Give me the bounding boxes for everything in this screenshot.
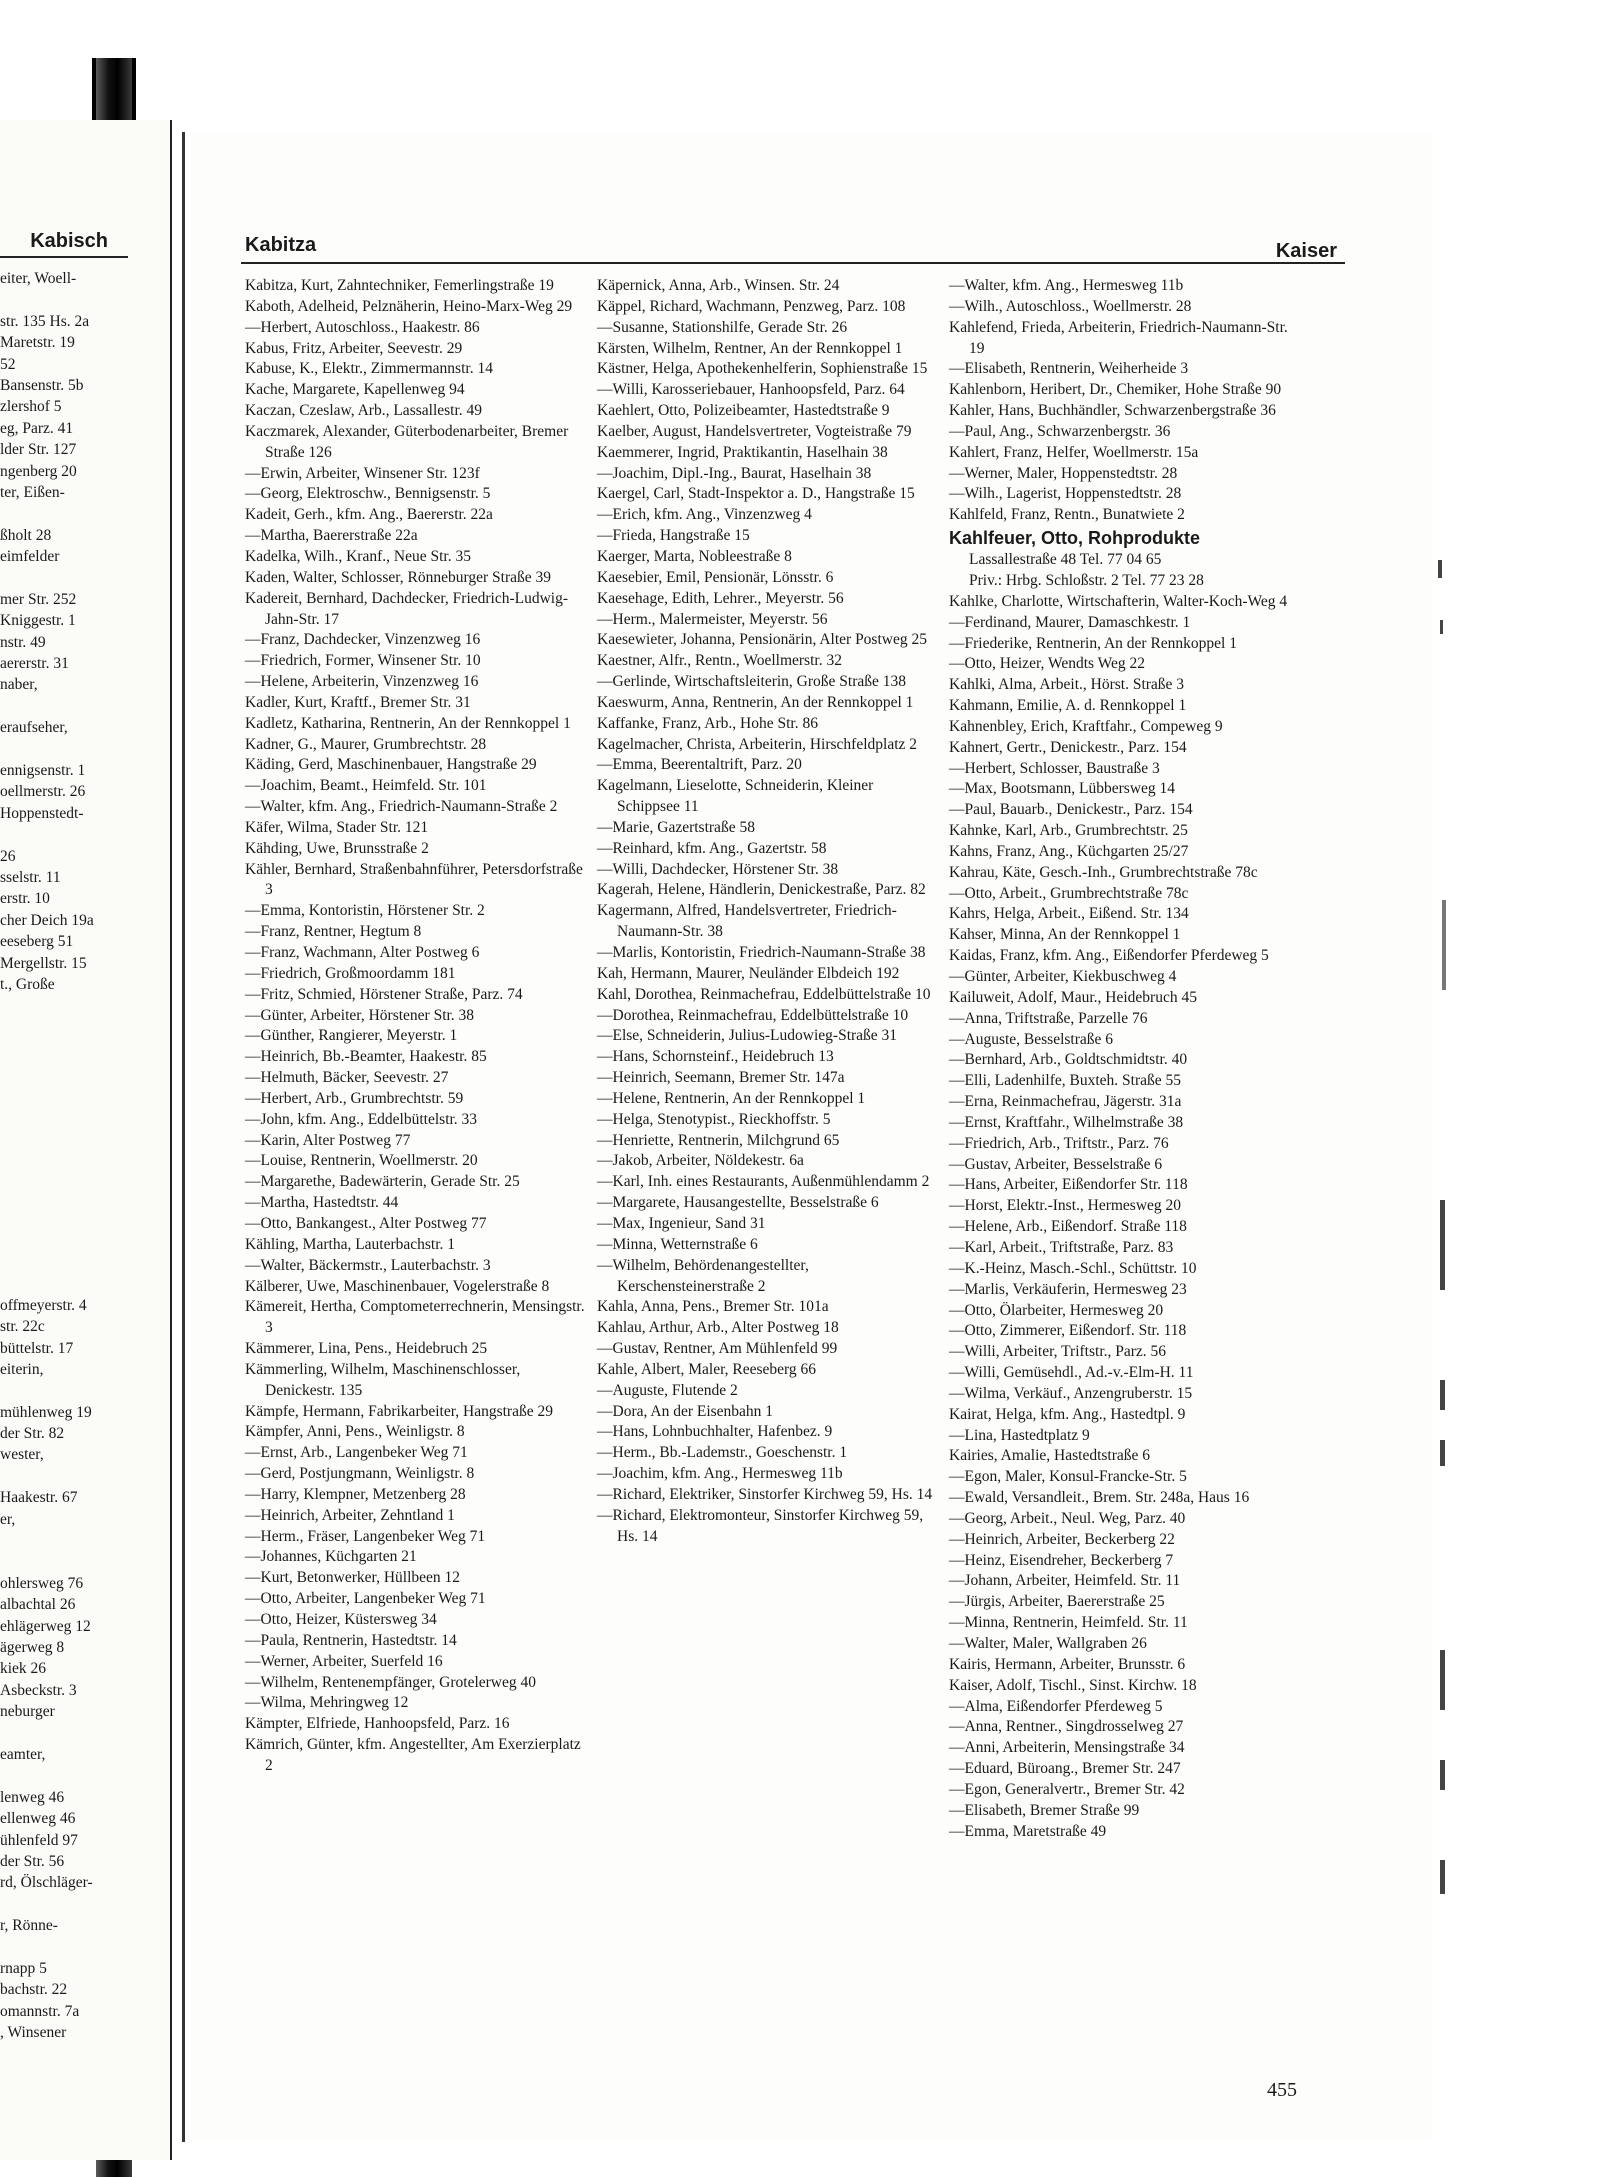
directory-entry: —Günther, Rangierer, Meyerstr. 1 — [245, 1027, 458, 1045]
directory-entry: —Martha, Baererstraße 22a — [245, 527, 418, 545]
directory-entry: —Herm., Fräser, Langenbeker Weg 71 — [245, 1527, 486, 1545]
directory-entry: —Max, Ingenieur, Sand 31 — [597, 1214, 766, 1232]
directory-entry: —John, kfm. Ang., Eddelbüttelstr. 33 — [245, 1110, 478, 1128]
left-page-line: ter, Eißen- — [0, 483, 65, 501]
directory-entry: —Hans, Schornsteinf., Heidebruch 13 — [597, 1048, 834, 1066]
directory-entry: Käfer, Wilma, Stader Str. 121 — [245, 818, 429, 836]
left-page-line: rd, Ölschläger- — [0, 1874, 93, 1892]
left-page-line: der Str. 56 — [0, 1852, 65, 1870]
left-page-line: t., Große — [0, 975, 55, 993]
directory-entry: —Fritz, Schmied, Hörstener Straße, Parz. 74 — [245, 985, 523, 1003]
directory-entry: —Herbert, Autoschloss., Haakestr. 86 — [245, 318, 480, 336]
directory-entry: —Werner, Maler, Hoppenstedtstr. 28 — [949, 464, 1178, 482]
directory-entry: Kagelmann, Lieselotte, Schneiderin, Kleiner Schippsee 11 — [597, 777, 874, 816]
directory-entry: Kaestner, Alfr., Rentn., Woellmerstr. 32 — [597, 652, 842, 670]
directory-entry: —Walter, Maler, Wallgraben 26 — [949, 1635, 1147, 1652]
left-page-text — [0, 268, 170, 2043]
directory-entry: Kämereit, Hertha, Comptometerrechnerin, Mensingstr. 3 — [245, 1298, 585, 1337]
directory-entry: —Erich, kfm. Ang., Vinzenzweg 4 — [597, 506, 812, 524]
running-head-left: Kabitza — [245, 234, 317, 256]
running-head-right: Kaiser — [1275, 240, 1337, 262]
directory-entry: —Karl, Inh. eines Restaurants, Außenmühlendamm 2 — [597, 1173, 930, 1191]
left-page-line: omannstr. 7a — [0, 2002, 80, 2020]
directory-entry: —Lina, Hastedtplatz 9 — [949, 1426, 1090, 1444]
directory-entry: Kahrau, Käte, Gesch.-Inh., Grumbrechtstraße 78c — [949, 863, 1258, 881]
left-page-line: nstr. 49 — [0, 633, 46, 651]
directory-entry: Kahlfeld, Franz, Rentn., Bunatwiete 2 — [949, 506, 1185, 524]
left-page-line: ellenweg 46 — [0, 1810, 76, 1828]
left-page-line: eimfelder — [0, 548, 60, 566]
directory-entry: —Otto, Heizer, Küstersweg 34 — [245, 1611, 437, 1628]
left-page-line: mer Str. 252 — [0, 590, 77, 608]
directory-entry: Kaergel, Carl, Stadt-Inspektor a. D., Hangstraße 15 — [597, 485, 915, 503]
directory-entry: —Gustav, Rentner, Am Mühlenfeld 99 — [597, 1340, 838, 1358]
directory-entry: Kälberer, Uwe, Maschinenbauer, Vogelerstraße 8 — [245, 1277, 550, 1295]
directory-entry: —Willi, Dachdecker, Hörstener Str. 38 — [597, 860, 839, 878]
directory-entry: —Karl, Arbeit., Triftstraße, Parz. 83 — [949, 1238, 1174, 1256]
directory-entry: Kämpter, Elfriede, Hanhoopsfeld, Parz. 16 — [245, 1715, 510, 1733]
directory-entry: Kästner, Helga, Apothekenhelferin, Sophienstraße 15 — [597, 360, 928, 378]
directory-entry: Kache, Margarete, Kapellenweg 94 — [245, 381, 465, 399]
directory-entry: Kahnert, Gertr., Denickestr., Parz. 154 — [949, 738, 1187, 756]
left-page-line: ühlenfeld 97 — [0, 1831, 78, 1849]
left-page-line: eeseberg 51 — [0, 933, 74, 951]
left-page-line — [0, 1231, 170, 1252]
directory-entry: —Franz, Wachmann, Alter Postweg 6 — [245, 944, 480, 961]
directory-entry: —Ernst, Arb., Langenbeker Weg 71 — [245, 1444, 468, 1462]
directory-entry: —Frieda, Hangstraße 15 — [597, 527, 750, 545]
left-page-line: Asbeckstr. 3 — [0, 1681, 77, 1699]
left-page-line: kiek 26 — [0, 1660, 47, 1678]
left-page-header: Kabisch — [30, 230, 108, 252]
directory-entry: —Harry, Klempner, Metzenberg 28 — [245, 1485, 466, 1503]
directory-entry: Käppel, Richard, Wachmann, Penzweg, Parz. 108 — [597, 297, 906, 315]
left-page-line: rnapp 5 — [0, 1959, 47, 1977]
left-page-line: eamter, — [0, 1745, 46, 1763]
left-page-line: eraufseher, — [0, 719, 68, 737]
left-page-line: ohlersweg 76 — [0, 1574, 84, 1592]
directory-entry: Kaidas, Franz, kfm. Ang., Eißendorfer Pferdeweg 5 — [949, 947, 1269, 965]
directory-entry: Kairis, Hermann, Arbeiter, Brunsstr. 6 — [949, 1655, 1186, 1673]
directory-entry: Kaczan, Czeslaw, Arb., Lassallestr. 49 — [245, 402, 483, 420]
directory-entry: Kadelka, Wilh., Kranf., Neue Str. 35 — [245, 547, 471, 565]
directory-entry: Kaeswurm, Anna, Rentnerin, An der Rennkoppel 1 — [597, 693, 914, 711]
directory-entry: Kahlefend, Frieda, Arbeiterin, Friedrich-Naumann-Str. 19 — [949, 318, 1288, 357]
directory-entry: —Susanne, Stationshilfe, Gerade Str. 26 — [597, 318, 848, 336]
directory-column-2 — [597, 276, 937, 1547]
left-page-line: str. 135 Hs. 2a — [0, 312, 90, 330]
directory-entry: —Jürgis, Arbeiter, Baererstraße 25 — [949, 1593, 1165, 1611]
business-phone-line-2: Priv.: Hrbg. Schloßstr. 2 Tel. 77 23 28 — [969, 571, 1204, 589]
left-page — [0, 120, 172, 2160]
directory-entry: Kähler, Bernhard, Straßenbahnführer, Petersdorfstraße 3 — [245, 860, 583, 899]
left-page-line: 52 — [0, 355, 16, 373]
directory-entry: —Wilhelm, Behördenangestellter, Kerschensteinerstraße 2 — [597, 1256, 809, 1295]
directory-entry: Kah, Hermann, Maurer, Neuländer Elbdeich 192 — [597, 964, 900, 982]
directory-entry: —Otto, Zimmerer, Eißendorf. Str. 118 — [949, 1322, 1187, 1340]
directory-entry: —Karin, Alter Postweg 77 — [245, 1131, 411, 1149]
directory-entry: —Bernhard, Arb., Goldtschmidtstr. 40 — [949, 1051, 1188, 1069]
directory-entry: —Günter, Arbeiter, Kiekbuschweg 4 — [949, 968, 1177, 985]
left-page-line — [0, 995, 170, 1016]
directory-entry: —Anni, Arbeiterin, Mensingstraße 34 — [949, 1739, 1185, 1757]
left-page-line: , Winsener — [0, 2024, 67, 2042]
left-page-line — [0, 824, 170, 845]
directory-entry: —Willi, Gemüsehdl., Ad.-v.-Elm-H. 11 — [949, 1364, 1194, 1382]
directory-entry: Kähding, Uwe, Brunsstraße 2 — [245, 839, 429, 857]
directory-entry: —Heinrich, Seemann, Bremer Str. 147a — [597, 1069, 845, 1087]
directory-entry: Kadler, Kurt, Kraftf., Bremer Str. 31 — [245, 693, 471, 711]
column-3-entries-b — [949, 592, 1299, 1843]
directory-entry: —Otto, Bankangest., Alter Postweg 77 — [245, 1214, 487, 1232]
directory-entry: —Friedrich, Großmoordamm 181 — [245, 964, 456, 982]
directory-entry: Kahl, Dorothea, Reinmachefrau, Eddelbüttelstraße 10 — [597, 985, 931, 1003]
directory-entry: —Horst, Elektr.-Inst., Hermesweg 20 — [949, 1197, 1182, 1215]
left-page-line: cher Deich 19a — [0, 911, 94, 929]
directory-entry: —Max, Bootsmann, Lübbersweg 14 — [949, 780, 1176, 798]
directory-entry: Kailuweit, Adolf, Maur., Heidebruch 45 — [949, 988, 1197, 1006]
directory-entry: Kaelber, August, Handelsvertreter, Vogteistraße 79 — [597, 422, 912, 440]
directory-entry: Kahnke, Karl, Arb., Grumbrechtstr. 25 — [949, 822, 1188, 840]
left-header-rule — [0, 256, 128, 258]
directory-entry: —Heinrich, Bb.-Beamter, Haakestr. 85 — [245, 1048, 487, 1066]
directory-entry: —Werner, Arbeiter, Suerfeld 16 — [245, 1652, 443, 1670]
directory-entry: Kahlenborn, Heribert, Dr., Chemiker, Hohe Straße 90 — [949, 381, 1282, 399]
directory-entry: —Friedrich, Arb., Triftstr., Parz. 76 — [949, 1134, 1169, 1152]
directory-entry: Kahnenbley, Erich, Kraftfahr., Compeweg 9 — [949, 717, 1223, 735]
directory-entry: —Dora, An der Eisenbahn 1 — [597, 1402, 774, 1420]
left-page-line — [0, 1894, 170, 1915]
business-listing-title: Kahlfeuer, Otto, Rohprodukte — [949, 528, 1201, 549]
directory-entry: —Helene, Rentnerin, An der Rennkoppel 1 — [597, 1089, 866, 1107]
directory-entry: Kaesehage, Edith, Lehrer., Meyerstr. 56 — [597, 589, 844, 607]
directory-entry: —Kurt, Betonwerker, Hüllbeen 12 — [245, 1569, 461, 1587]
directory-entry: —Marlis, Kontoristin, Friedrich-Naumann-Straße 38 — [597, 944, 926, 961]
directory-entry: —Paul, Ang., Schwarzenbergstr. 36 — [949, 422, 1171, 440]
directory-entry: Kaesewieter, Johanna, Pensionärin, Alter Postweg 25 — [597, 631, 927, 649]
left-page-line — [0, 1038, 170, 1059]
directory-entry: —Paul, Bauarb., Denickestr., Parz. 154 — [949, 801, 1193, 819]
directory-entry: —Heinrich, Arbeiter, Beckerberg 22 — [949, 1530, 1175, 1548]
directory-entry: Kärsten, Wilhelm, Rentner, An der Rennkoppel 1 — [597, 339, 903, 357]
directory-entry: —Friederike, Rentnerin, An der Rennkoppel 1 — [949, 634, 1237, 652]
left-page-line: ehlägerweg 12 — [0, 1617, 91, 1635]
left-page-line: lenweg 46 — [0, 1788, 65, 1806]
directory-entry: Kahns, Franz, Ang., Küchgarten 25/27 — [949, 842, 1189, 860]
left-page-line: eg, Parz. 41 — [0, 419, 74, 437]
directory-entry: —Gerlinde, Wirtschaftsleiterin, Große Straße 138 — [597, 673, 907, 691]
directory-entry: —Franz, Rentner, Hegtum 8 — [245, 923, 422, 941]
left-page-line: neburger — [0, 1703, 55, 1721]
directory-entry: —Johann, Arbeiter, Heimfeld. Str. 11 — [949, 1572, 1181, 1590]
left-page-line: offmeyerstr. 4 — [0, 1296, 87, 1314]
left-page-line: Haakestr. 67 — [0, 1489, 78, 1507]
directory-entry: —Hans, Lohnbuchhalter, Hafenbez. 9 — [597, 1423, 833, 1441]
left-page-line: ennigsenstr. 1 — [0, 761, 86, 779]
directory-entry: —Elli, Ladenhilfe, Buxteh. Straße 55 — [949, 1072, 1182, 1090]
directory-entry: Kaboth, Adelheid, Pelznäherin, Heino-Marx-Weg 29 — [245, 297, 573, 315]
directory-entry: Kadereit, Bernhard, Dachdecker, Friedrich-Ludwig-Jahn-Str. 17 — [245, 589, 569, 628]
left-page-line: lder Str. 127 — [0, 441, 77, 459]
left-page-line — [0, 289, 170, 310]
directory-entry: —Richard, Elektromonteur, Sinstorfer Kirchweg 59, Hs. 14 — [597, 1506, 924, 1545]
left-page-line: ngenberg 20 — [0, 462, 77, 480]
left-page-line: Mergellstr. 15 — [0, 954, 87, 972]
directory-entry: —Otto, Heizer, Wendts Weg 22 — [949, 655, 1146, 673]
left-page-line — [0, 1380, 170, 1401]
directory-entry: —Helene, Arbeiterin, Vinzenzweg 16 — [245, 673, 479, 691]
directory-entry: —Eduard, Büroang., Bremer Str. 247 — [949, 1760, 1181, 1778]
directory-entry: —Friedrich, Former, Winsener Str. 10 — [245, 652, 481, 670]
directory-entry: —Auguste, Besselstraße 6 — [949, 1030, 1114, 1048]
left-page-line — [0, 739, 170, 760]
directory-entry: Kaerger, Marta, Nobleestraße 8 — [597, 547, 792, 565]
directory-entry: —Georg, Elektroschw., Bennigsenstr. 5 — [245, 485, 491, 503]
left-page-line — [0, 1059, 170, 1080]
left-page-line: oellmerstr. 26 — [0, 783, 86, 801]
directory-entry: Kabitza, Kurt, Zahntechniker, Femerlingstraße 19 — [245, 277, 554, 294]
left-page-line: Kniggestr. 1 — [0, 612, 76, 630]
directory-entry: Kahlke, Charlotte, Wirtschafterin, Walter-Koch-Weg 4 — [949, 592, 1288, 610]
left-page-line — [0, 1765, 170, 1786]
directory-entry: —Margarete, Hausangestellte, Besselstraße 6 — [597, 1194, 879, 1212]
directory-entry: Kagelmacher, Christa, Arbeiterin, Hirschfeldplatz 2 — [597, 735, 918, 753]
directory-entry: —Heinz, Eisendreher, Beckerberg 7 — [949, 1551, 1174, 1569]
directory-entry: —Richard, Elektriker, Sinstorfer Kirchweg 59, Hs. 14 — [597, 1485, 933, 1503]
left-page-line — [0, 1081, 170, 1102]
directory-entry: —Ferdinand, Maurer, Damaschkestr. 1 — [949, 613, 1191, 631]
directory-entry: —Wilma, Verkäuf., Anzengruberstr. 15 — [949, 1384, 1193, 1402]
directory-entry: —Helene, Arb., Eißendorf. Straße 118 — [949, 1218, 1187, 1236]
directory-entry: Kabus, Fritz, Arbeiter, Seevestr. 29 — [245, 339, 463, 357]
directory-entry: Kadletz, Katharina, Rentnerin, An der Rennkoppel 1 — [245, 714, 571, 732]
directory-entry: —Dorothea, Reinmachefrau, Eddelbüttelstraße 10 — [597, 1006, 909, 1024]
left-page-line — [0, 1145, 170, 1166]
directory-entry: Kaiser, Adolf, Tischl., Sinst. Kirchw. 18 — [949, 1676, 1197, 1694]
directory-entry: —Herm., Malermeister, Meyerstr. 56 — [597, 610, 828, 628]
directory-entry: —Marlis, Verkäuferin, Hermesweg 23 — [949, 1280, 1187, 1298]
directory-entry: —Margarethe, Badewärterin, Gerade Str. 25 — [245, 1173, 520, 1191]
directory-entry: —Joachim, kfm. Ang., Hermesweg 11b — [597, 1465, 843, 1483]
directory-entry: —Auguste, Flutende 2 — [597, 1381, 738, 1399]
directory-entry: —Herbert, Schlosser, Baustraße 3 — [949, 759, 1160, 777]
left-page-line — [0, 1124, 170, 1145]
left-page-line: Bansenstr. 5b — [0, 376, 84, 394]
directory-entry: —Herm., Bb.-Lademstr., Goeschenstr. 1 — [597, 1444, 848, 1462]
left-page-line: Hoppenstedt- — [0, 804, 84, 822]
directory-entry: —Henriette, Rentnerin, Milchgrund 65 — [597, 1131, 840, 1149]
directory-entry: —Reinhard, kfm. Ang., Gazertstr. 58 — [597, 839, 827, 857]
header-rule — [241, 262, 1345, 264]
business-phone-line-1: Lassallestraße 48 Tel. 77 04 65 — [969, 551, 1162, 569]
directory-entry: —Paula, Rentnerin, Hastedtstr. 14 — [245, 1631, 457, 1649]
directory-entry: —Wilma, Mehringweg 12 — [245, 1694, 409, 1712]
left-page-line: naber, — [0, 676, 38, 694]
directory-entry: Kahlki, Alma, Arbeit., Hörst. Straße 3 — [949, 676, 1185, 694]
left-page-line: mühlenweg 19 — [0, 1403, 92, 1421]
directory-entry: Kaden, Walter, Schlosser, Rönneburger Straße 39 — [245, 568, 552, 586]
directory-entry: Kaesebier, Emil, Pensionär, Lönsstr. 6 — [597, 568, 834, 586]
directory-entry: —Heinrich, Arbeiter, Zehntland 1 — [245, 1506, 455, 1524]
directory-entry: —Erwin, Arbeiter, Winsener Str. 123f — [245, 464, 480, 482]
left-page-line: eiterin, — [0, 1360, 44, 1378]
directory-entry: —Alma, Eißendorfer Pferdeweg 5 — [949, 1697, 1163, 1715]
left-page-line: str. 22c — [0, 1318, 45, 1336]
directory-entry: —Günter, Arbeiter, Hörstener Str. 38 — [245, 1006, 475, 1024]
directory-entry: —Egon, Maler, Konsul-Francke-Str. 5 — [949, 1468, 1187, 1486]
directory-entry: Kahser, Minna, An der Rennkoppel 1 — [949, 926, 1181, 944]
directory-entry: Kämmerer, Lina, Pens., Heidebruch 25 — [245, 1340, 488, 1358]
directory-entry: —Willi, Arbeiter, Triftstr., Parz. 56 — [949, 1343, 1167, 1361]
directory-entry: Käding, Gerd, Maschinenbauer, Hangstraße 29 — [245, 756, 537, 774]
directory-entry: —Wilh., Autoschloss., Woellmerstr. 28 — [949, 297, 1192, 315]
directory-entry: Kabuse, K., Elektr., Zimmermannstr. 14 — [245, 360, 493, 378]
directory-entry: —Johannes, Küchgarten 21 — [245, 1548, 417, 1566]
directory-entry: Kämpfer, Anni, Pens., Weinligstr. 8 — [245, 1423, 465, 1441]
directory-entry: —Georg, Arbeit., Neul. Weg, Parz. 40 — [949, 1509, 1186, 1527]
left-page-line — [0, 1936, 170, 1957]
left-page-line: eiter, Woell- — [0, 270, 77, 287]
directory-entry: —Marie, Gazertstraße 58 — [597, 818, 755, 836]
directory-entry: Kaemmerer, Ingrid, Praktikantin, Haselhain 38 — [597, 443, 888, 461]
left-page-line — [0, 1466, 170, 1487]
left-page-line: albachtal 26 — [0, 1596, 76, 1614]
directory-entry: —Elisabeth, Bremer Straße 99 — [949, 1801, 1140, 1819]
directory-entry: Kahler, Hans, Buchhändler, Schwarzenbergstraße 36 — [949, 402, 1276, 420]
directory-entry: —Minna, Rentnerin, Heimfeld. Str. 11 — [949, 1614, 1188, 1632]
left-page-line: Maretstr. 19 — [0, 334, 75, 352]
left-page-line: erstr. 10 — [0, 890, 50, 908]
left-page-line: der Str. 82 — [0, 1425, 65, 1443]
directory-entry: —Emma, Kontoristin, Hörstener Str. 2 — [245, 902, 485, 920]
directory-entry: Kaehlert, Otto, Polizeibeamter, Hastedtstraße 9 — [597, 402, 890, 420]
left-page-line: büttelstr. 17 — [0, 1339, 74, 1357]
page-number: 455 — [1267, 2079, 1297, 2101]
directory-entry: —Franz, Dachdecker, Vinzenzweg 16 — [245, 631, 481, 649]
directory-entry: —Otto, Arbeiter, Langenbeker Weg 71 — [245, 1590, 486, 1608]
directory-entry: Kairat, Helga, kfm. Ang., Hastedtpl. 9 — [949, 1405, 1186, 1423]
directory-entry: —Martha, Hastedtstr. 44 — [245, 1194, 399, 1212]
directory-entry: Kadeit, Gerh., kfm. Ang., Baererstr. 22a — [245, 506, 493, 524]
directory-entry: —Joachim, Dipl.-Ing., Baurat, Haselhain 38 — [597, 464, 872, 482]
directory-entry: —Wilh., Lagerist, Hoppenstedtstr. 28 — [949, 485, 1182, 503]
directory-entry: Kairies, Amalie, Hastedtstraße 6 — [949, 1447, 1151, 1465]
directory-entry: —Minna, Wetternstraße 6 — [597, 1235, 758, 1253]
left-page-line — [0, 1102, 170, 1123]
directory-entry: Kaczmarek, Alexander, Güterbodenarbeiter, Bremer Straße 126 — [245, 422, 569, 461]
directory-entry: —Ernst, Kraftfahr., Wilhelmstraße 38 — [949, 1113, 1184, 1131]
directory-column-1 — [245, 276, 585, 1777]
directory-entry: Kahrs, Helga, Arbeit., Eißend. Str. 134 — [949, 905, 1189, 923]
directory-entry: —Anna, Rentner., Singdrosselweg 27 — [949, 1718, 1184, 1736]
left-page-line: wester, — [0, 1446, 44, 1464]
left-page-line — [0, 1723, 170, 1744]
left-page-line: ßholt 28 — [0, 526, 52, 544]
left-page-line: sselstr. 11 — [0, 868, 61, 886]
directory-entry: Kämrich, Günter, kfm. Angestellter, Am Exerzierplatz 2 — [245, 1736, 581, 1774]
left-page-line — [0, 1188, 170, 1209]
directory-entry: —Hans, Arbeiter, Eißendorfer Str. 118 — [949, 1176, 1188, 1194]
left-page-line: r, Rönne- — [0, 1917, 58, 1935]
directory-entry: —Else, Schneiderin, Julius-Ludowieg-Straße 31 — [597, 1027, 898, 1045]
column-3-entries-a — [949, 276, 1299, 526]
directory-entry: —Gustav, Arbeiter, Besselstraße 6 — [949, 1155, 1163, 1173]
directory-column-3 — [949, 276, 1299, 1842]
left-page-line: er, — [0, 1510, 16, 1528]
left-page-line: aererstr. 31 — [0, 655, 69, 673]
directory-entry: Käpernick, Anna, Arb., Winsen. Str. 24 — [597, 277, 840, 294]
directory-entry: —Otto, Ölarbeiter, Hermesweg 20 — [949, 1301, 1164, 1319]
directory-entry: —Helmuth, Bäcker, Seevestr. 27 — [245, 1069, 449, 1087]
directory-entry: Kahmann, Emilie, A. d. Rennkoppel 1 — [949, 697, 1187, 715]
directory-entry: —Elisabeth, Rentnerin, Weiherheide 3 — [949, 360, 1189, 378]
left-page-line: ägerweg 8 — [0, 1639, 65, 1656]
directory-entry: —Louise, Rentnerin, Woellmerstr. 20 — [245, 1152, 478, 1170]
left-page-line — [0, 1273, 170, 1294]
directory-entry: —Willi, Karosseriebauer, Hanhoopsfeld, Parz. 64 — [597, 381, 905, 399]
left-page-line — [0, 503, 170, 524]
directory-entry: —Helga, Stenotypist., Rieckhoffstr. 5 — [597, 1110, 831, 1128]
directory-entry: Kadner, G., Maurer, Grumbrechtstr. 28 — [245, 735, 487, 753]
directory-entry: Kähling, Martha, Lauterbachstr. 1 — [245, 1235, 456, 1253]
left-page-line — [0, 1530, 170, 1551]
left-page-line — [0, 1166, 170, 1187]
directory-entry: Kahlau, Arthur, Arb., Alter Postweg 18 — [597, 1319, 839, 1337]
directory-entry: Kahla, Anna, Pens., Bremer Str. 101a — [597, 1298, 829, 1316]
directory-entry: —Egon, Generalvertr., Bremer Str. 42 — [949, 1780, 1185, 1798]
left-page-line — [0, 696, 170, 717]
directory-entry: Kahle, Albert, Maler, Reeseberg 66 — [597, 1360, 817, 1378]
left-page-line — [0, 1252, 170, 1273]
directory-entry: —Emma, Maretstraße 49 — [949, 1822, 1107, 1840]
directory-entry: Kaffanke, Franz, Arb., Hohe Str. 86 — [597, 714, 818, 732]
directory-entry: Kagerah, Helene, Händlerin, Denickestraße, Parz. 82 — [597, 881, 926, 899]
directory-entry: —Erna, Reinmachefrau, Jägerstr. 31a — [949, 1093, 1182, 1111]
directory-entry: —Joachim, Beamt., Heimfeld. Str. 101 — [245, 777, 487, 795]
directory-entry: —Emma, Beerentaltrift, Parz. 20 — [597, 756, 802, 774]
left-page-line — [0, 1551, 170, 1572]
directory-entry: Kagermann, Alfred, Handelsvertreter, Friedrich-Naumann-Str. 38 — [597, 902, 897, 941]
left-page-line — [0, 1209, 170, 1230]
directory-entry: —K.-Heinz, Masch.-Schl., Schüttstr. 10 — [949, 1259, 1197, 1277]
directory-entry: —Ewald, Versandleit., Brem. Str. 248a, Haus 16 — [949, 1489, 1250, 1507]
directory-entry: —Walter, Bäckermstr., Lauterbachstr. 3 — [245, 1256, 491, 1274]
right-page — [182, 132, 1433, 2142]
directory-entry: —Gerd, Postjungmann, Weinligstr. 8 — [245, 1465, 475, 1483]
directory-entry: Kahlert, Franz, Helfer, Woellmerstr. 15a — [949, 443, 1199, 461]
left-page-line: 26 — [0, 847, 16, 865]
directory-entry: —Otto, Arbeit., Grumbrechtstraße 78c — [949, 884, 1189, 902]
left-page-line — [0, 567, 170, 588]
directory-entry: —Walter, kfm. Ang., Hermesweg 11b — [949, 277, 1184, 294]
directory-entry: Kämmerling, Wilhelm, Maschinenschlosser, Denickestr. 135 — [245, 1360, 521, 1399]
directory-entry: —Herbert, Arb., Grumbrechtstr. 59 — [245, 1089, 464, 1107]
left-page-line — [0, 1017, 170, 1038]
left-page-line: zlershof 5 — [0, 398, 62, 416]
directory-entry: —Jakob, Arbeiter, Nöldekestr. 6a — [597, 1152, 804, 1170]
directory-entry: Kämpfe, Hermann, Fabrikarbeiter, Hangstraße 29 — [245, 1402, 553, 1420]
left-page-line: bachstr. 22 — [0, 1981, 68, 1999]
directory-entry: —Anna, Triftstraße, Parzelle 76 — [949, 1009, 1148, 1027]
directory-entry: —Wilhelm, Rentenempfänger, Grotelerweg 40 — [245, 1673, 537, 1691]
directory-entry: —Walter, kfm. Ang., Friedrich-Naumann-Straße 2 — [245, 798, 558, 816]
